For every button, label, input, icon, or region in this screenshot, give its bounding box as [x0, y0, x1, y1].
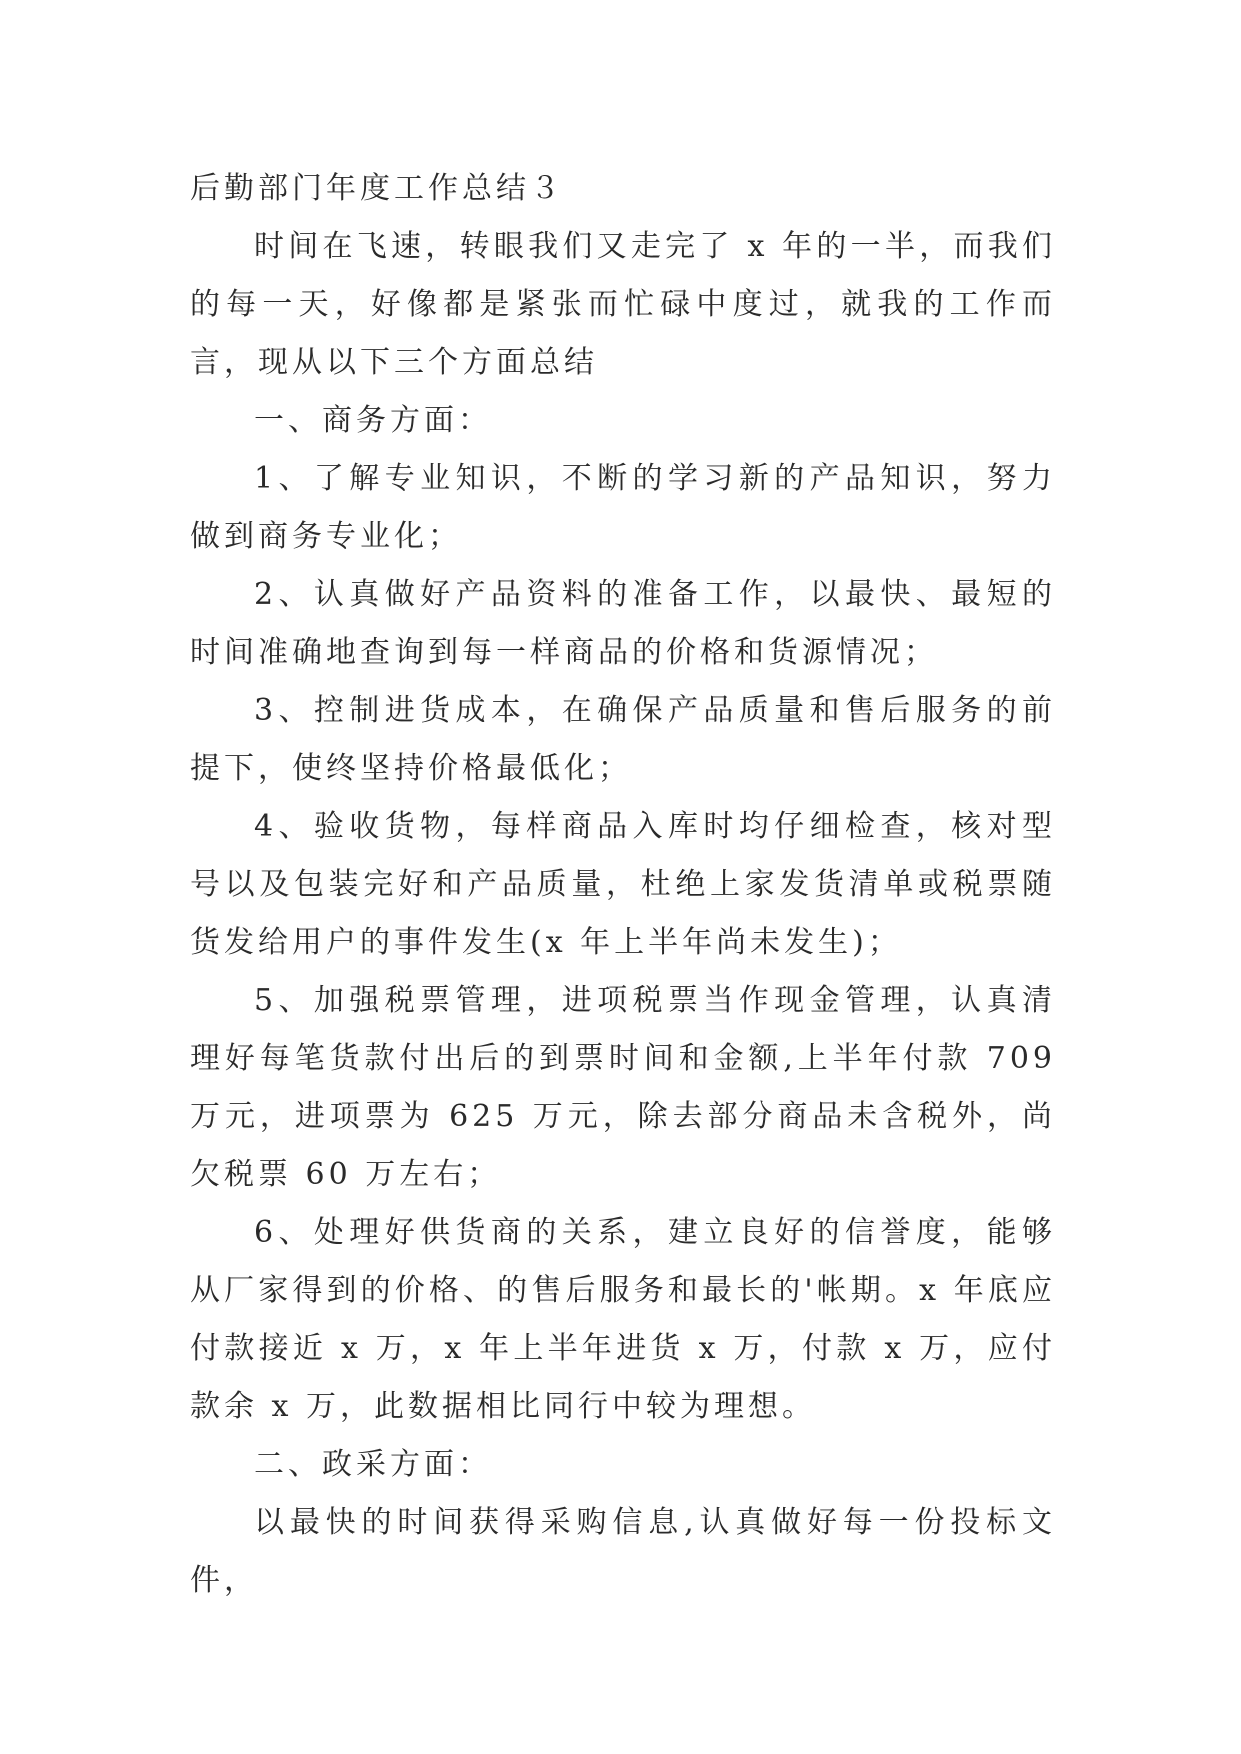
document-body — [190, 160, 1056, 1610]
paragraph-procurement: 以最快的时间获得采购信息,认真做好每一份投标文件， — [190, 1505, 1056, 1598]
list-item: 3、控制进货成本，在确保产品质量和售后服务的前提下，使终坚持价格最低化； — [190, 693, 1056, 786]
list-item: 1、了解专业知识，不断的学习新的产品知识，努力做到商务专业化； — [190, 461, 1056, 554]
paragraph-intro: 时间在飞速，转眼我们又走完了 x 年的一半，而我们的每一天，好像都是紧张而忙碌中度过，就我的工作而言，现从以下三个方面总结 — [190, 229, 1056, 380]
document-title: 后勤部门年度工作总结３ — [190, 171, 564, 206]
list-item: 6、处理好供货商的关系，建立良好的信誉度，能够从厂家得到的价格、的售后服务和最长的'帐期。x 年底应付款接近 x 万，x 年上半年进货 x 万，付款 x 万，应付款余 x 万，此数据相比同行中较为理想。 — [190, 1215, 1056, 1424]
list-item: 2、认真做好产品资料的准备工作，以最快、最短的时间准确地查询到每一样商品的价格和货源情况； — [190, 577, 1056, 670]
list-item: 4、验收货物，每样商品入库时均仔细检查，核对型号以及包装完好和产品质量，杜绝上家发货清单或税票随货发给用户的事件发生(x 年上半年尚未发生)； — [190, 809, 1056, 960]
list-item: 5、加强税票管理，进项税票当作现金管理，认真清理好每笔货款付出后的到票时间和金额,上半年付款 709 万元，进项票为 625 万元，除去部分商品未含税外，尚欠税票 60 万左右； — [190, 983, 1056, 1192]
section-heading-procurement: 二、政采方面： — [254, 1447, 492, 1482]
section-heading-business: 一、商务方面： — [254, 403, 492, 438]
